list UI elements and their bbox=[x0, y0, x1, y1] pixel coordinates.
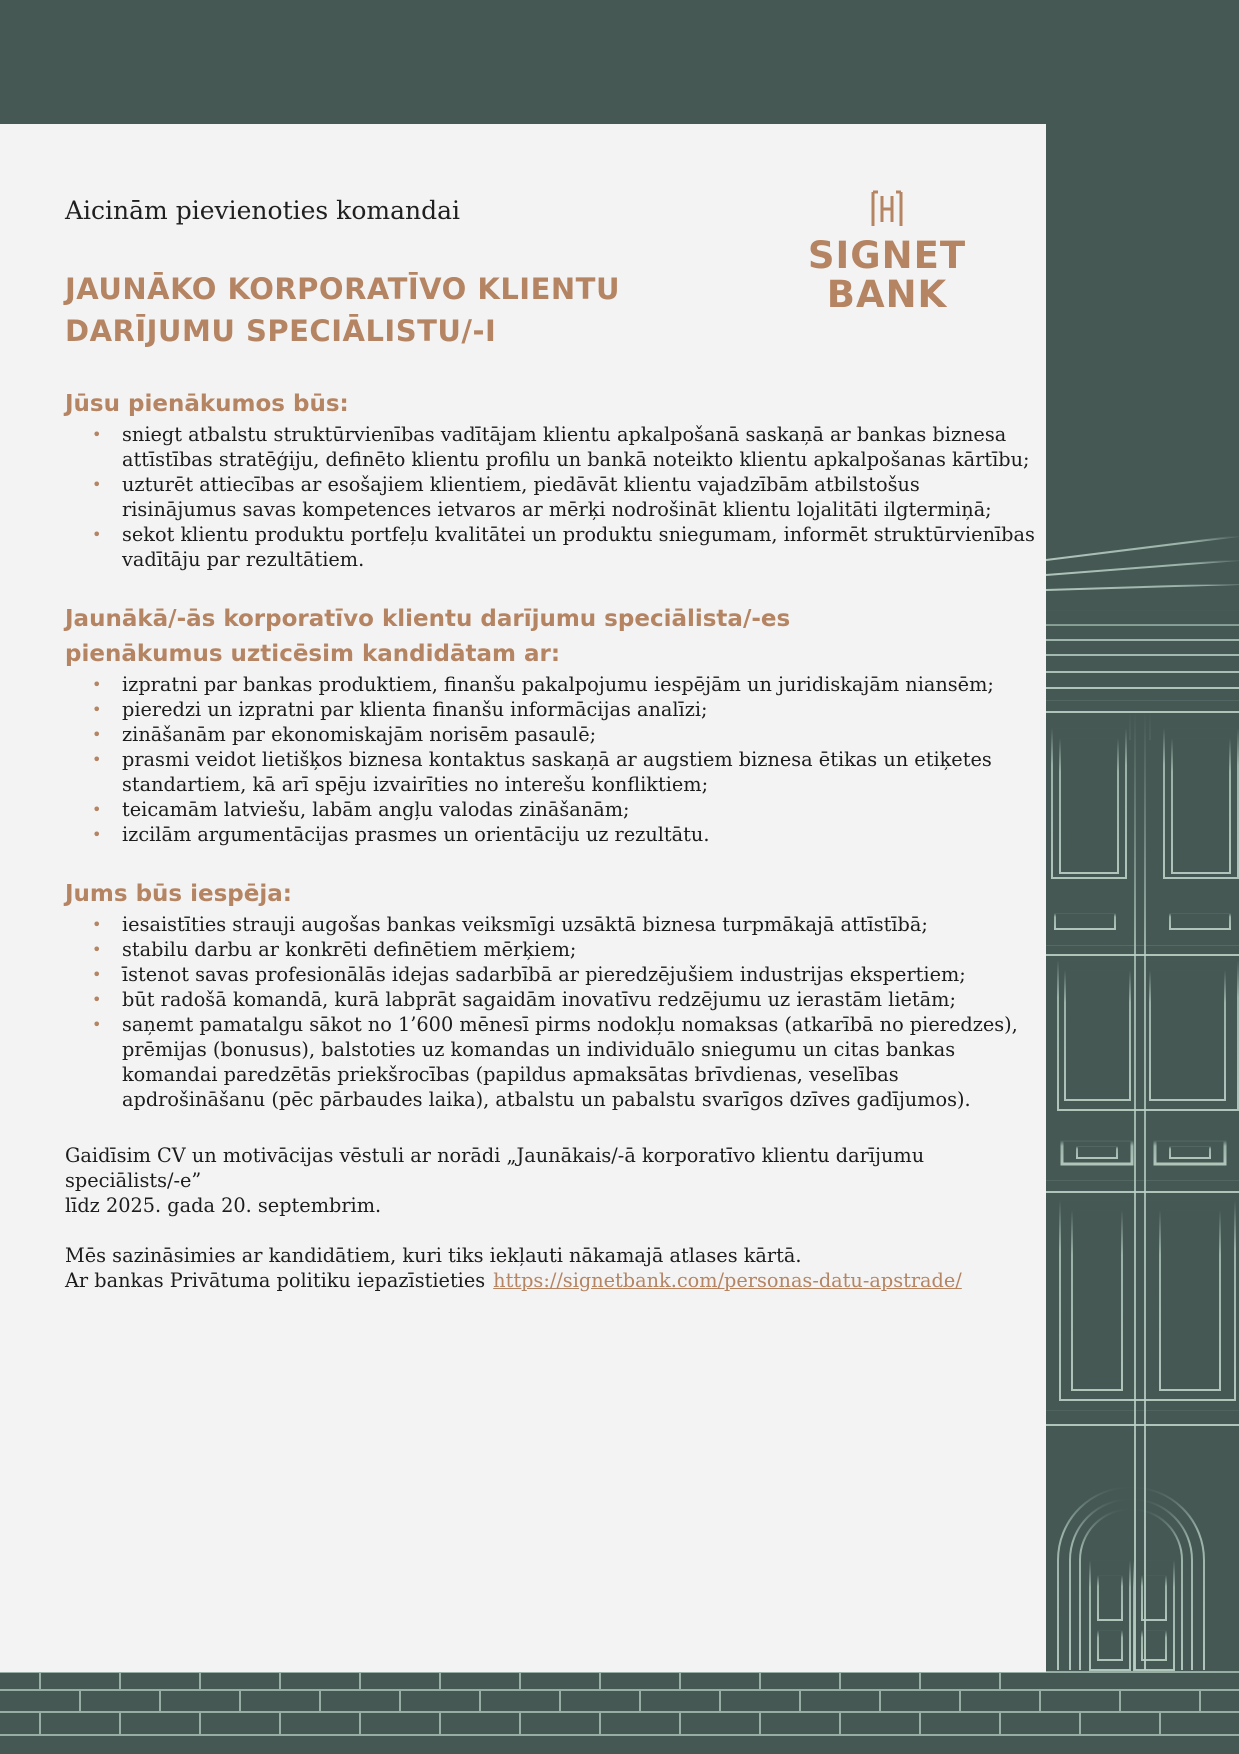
list-item: • iesaistīties strauji augošas bankas veiksmīgi uzsāktā biznesa turpmākajā attīstībā; bbox=[122, 912, 1035, 937]
list-item: • būt radošā komandā, kurā labprāt sagaidām inovatīvu redzējumu uz ierastām lietām; bbox=[122, 987, 1035, 1012]
tagline: Aicinām pievienoties komandai bbox=[65, 196, 460, 225]
logo-text-bank: BANK bbox=[826, 273, 948, 316]
section-opportunities bbox=[65, 877, 1035, 1112]
job-description bbox=[65, 387, 1035, 1293]
section-duties bbox=[65, 387, 1035, 572]
list-item: • teicamām latviešu, labām angļu valodas zināšanām; bbox=[122, 797, 1035, 822]
section-heading-line-2: pienākumus uzticēsim kandidātam ar: bbox=[65, 641, 561, 667]
list-item: • īstenot savas profesionālās idejas sadarbībā ar pieredzējušiem industrijas ekspertiem; bbox=[122, 962, 1035, 987]
list-item: • pieredzi un izpratni par klienta finanšu informācijas analīzi; bbox=[122, 697, 1035, 722]
opportunities-list bbox=[65, 912, 1035, 1112]
list-item: • stabilu darbu ar konkrēti definētiem mērķiem; bbox=[122, 937, 1035, 962]
list-item: • izcilām argumentācijas prasmes un orientāciju uz rezultātu. bbox=[122, 822, 1035, 847]
signet-bank-logo bbox=[792, 190, 982, 314]
job-title bbox=[65, 268, 765, 352]
section-heading-opportunities: Jums būs iespēja: bbox=[65, 881, 292, 907]
signet-bank-emblem-icon bbox=[869, 190, 905, 228]
duties-list bbox=[65, 422, 1035, 572]
requirements-list bbox=[65, 672, 1035, 847]
section-heading-requirements bbox=[65, 602, 1035, 672]
section-heading-duties: Jūsu pienākumos būs: bbox=[65, 391, 349, 417]
list-item: • prasmi veidot lietišķos biznesa kontaktus saskaņā ar augstiem biznesa ētikas un etiķetes standartiem, kā arī spēju izvairīties no interešu konfliktiem; bbox=[122, 747, 1035, 797]
privacy-policy-link[interactable]: https://signetbank.com/personas-datu-apstrade/ bbox=[493, 1269, 962, 1292]
contact-note bbox=[65, 1243, 1035, 1293]
list-item: • sekot klientu produktu portfeļu kvalitātei un produktu sniegumam, informēt struktūrvienības vadītāju par rezultātiem. bbox=[122, 522, 1035, 572]
section-heading-line-1: Jaunākā/-ās korporatīvo klientu darījumu speciālista/-es bbox=[65, 606, 791, 632]
job-title-line-2: DARĪJUMU SPECIĀLISTU/-I bbox=[65, 314, 497, 348]
logo-text-signet: SIGNET bbox=[807, 234, 967, 277]
list-item: • zināšanām par ekonomiskajām norisēm pasaulē; bbox=[122, 722, 1035, 747]
list-item: • sniegt atbalstu struktūrvienības vadītājam klientu apkalpošanā saskaņā ar bankas biznesa attīstības stratēģiju, definēto klientu profilu un bankā noteikto klientu apkalpošanas kārtību; bbox=[122, 422, 1035, 472]
list-item: • saņemt pamatalgu sākot no 1’600 mēnesī pirms nodokļu nomaksas (atkarībā no pieredzes), prēmijas (bonusus), balstoties uz komandas un individuālo sniegumu un citas bankas komandai paredzētās priekšrocības (papildus apmaksātas brīvdienas, veselības apdrošināšanu (pēc pārbaudes laika), atbalstu un pabalstu svarīgos dzīves gadījumos). bbox=[122, 1012, 1035, 1112]
privacy-text: Ar bankas Privātuma politiku iepazīstieties bbox=[65, 1269, 486, 1292]
section-requirements bbox=[65, 602, 1035, 847]
cv-deadline: līdz 2025. gada 20. septembrim. bbox=[65, 1194, 382, 1217]
list-item: • izpratni par bankas produktiem, finanšu pakalpojumu iespējām un juridiskajām niansēm; bbox=[122, 672, 1035, 697]
contact-text: Mēs sazināsimies ar kandidātiem, kuri tiks iekļauti nākamajā atlases kārtā. bbox=[65, 1244, 802, 1267]
application-instructions bbox=[65, 1143, 1035, 1218]
job-title-line-1: JAUNĀKO KORPORATĪVO KLIENTU bbox=[65, 272, 621, 306]
cv-line-1: Gaidīsim CV un motivācijas vēstuli ar norādi „Jaunākais/-ā korporatīvo klientu darījumu speciālists/-e” bbox=[65, 1144, 925, 1192]
list-item: • uzturēt attiecības ar esošajiem klientiem, piedāvāt klientu vajadzībām atbilstošus risinājumus savas kompetences ietvaros ar mērķi nodrošināt klientu lojalitāti ilgtermiņā; bbox=[122, 472, 1035, 522]
